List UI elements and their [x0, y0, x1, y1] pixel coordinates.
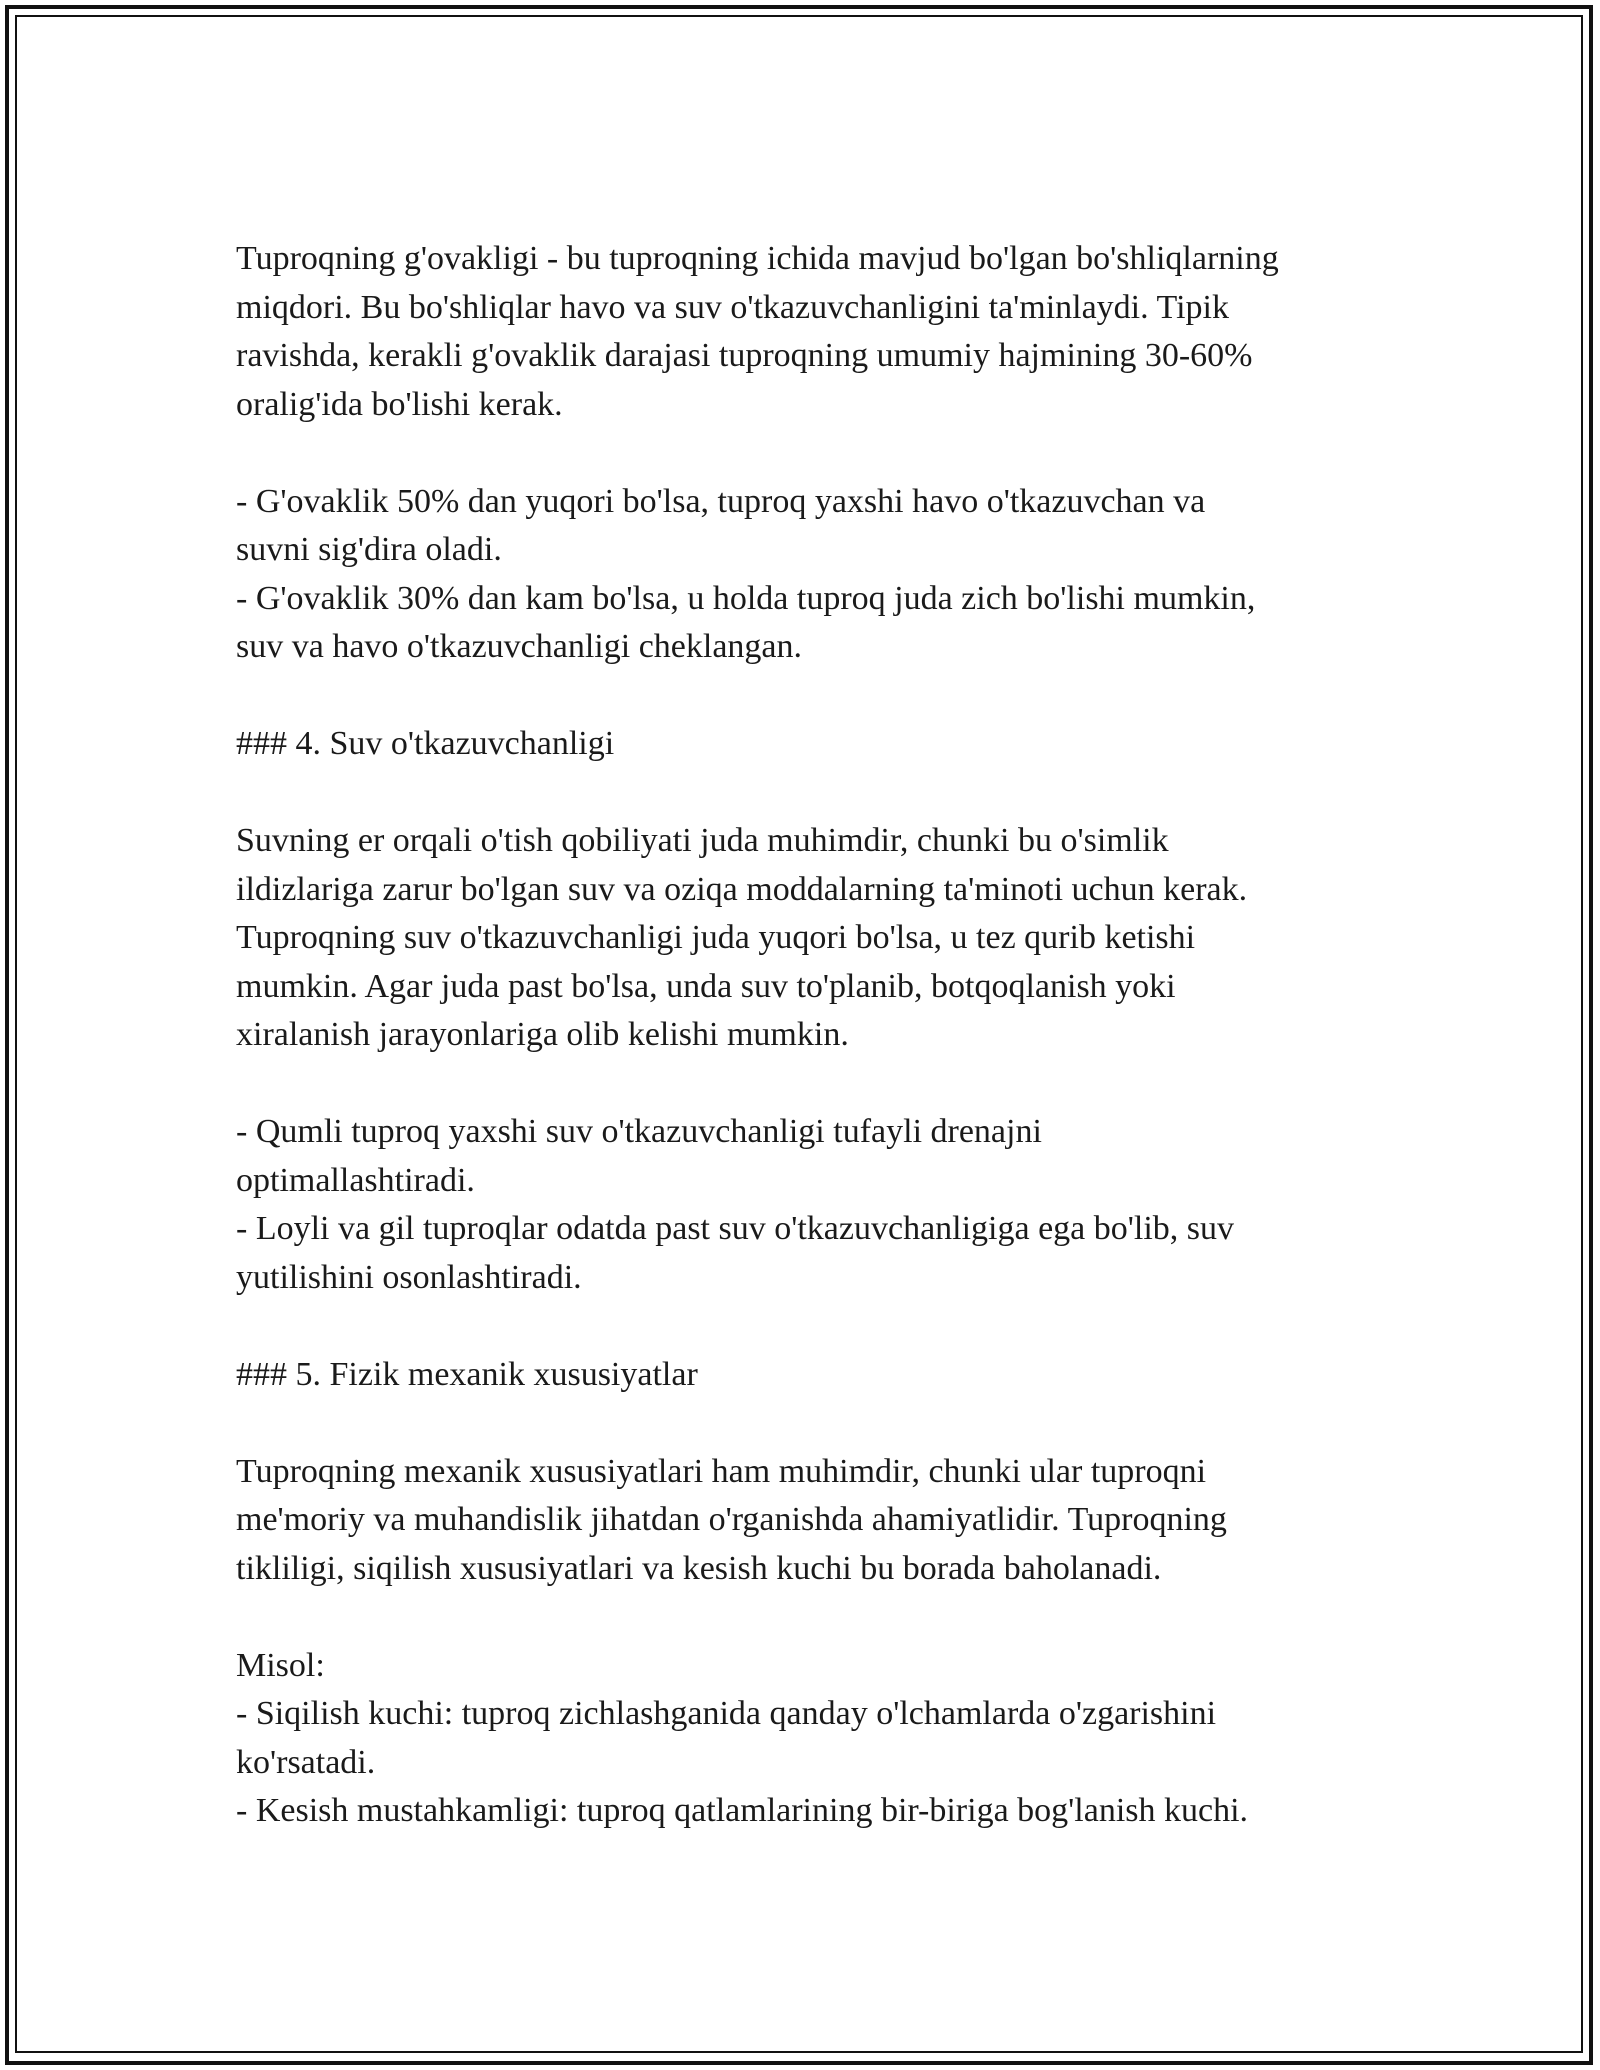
text-line: xiralanish jarayonlariga olib kelishi mumkin.: [236, 1016, 849, 1053]
text-line: mumkin. Agar juda past bo'lsa, unda suv to'planib, botqoqlanish yoki: [236, 967, 1176, 1005]
paragraph-porosity-intro: [236, 235, 1396, 429]
list-item-line: - Loyli va gil tuproqlar odatda past suv o'tkazuvchanligiga ega bo'lib, suv: [236, 1210, 1235, 1247]
text-line: Tuproqning mexanik xususiyatlari ham muhimdir, chunki ular tuproqni: [236, 1452, 1207, 1490]
text-line: ravishda, kerakli g'ovaklik darajasi tuproqning umumiy hajmining 30-60%: [236, 337, 1253, 374]
paragraph-spacer: [236, 1399, 1396, 1448]
paragraph-spacer: [236, 429, 1396, 478]
paragraph-spacer: [236, 1060, 1396, 1109]
text-line: Suvning er orqali o'tish qobiliyati juda muhimdir, chunki bu o'simlik: [236, 822, 1169, 859]
list-item-line: suv va havo o'tkazuvchanligi cheklangan.: [236, 628, 802, 665]
list-item-line: - G'ovaklik 50% dan yuqori bo'lsa, tuproq yaxshi havo o'tkazuvchan va: [236, 482, 1206, 520]
paragraph-spacer: [236, 1593, 1396, 1642]
heading-text: ### 4. Suv o'tkazuvchanligi: [236, 725, 615, 762]
paragraph-spacer: [236, 769, 1396, 818]
heading-text: ### 5. Fizik mexanik xususiyatlar: [236, 1355, 698, 1393]
paragraph-spacer: [236, 1302, 1396, 1351]
list-item-line: optimallashtiradi.: [236, 1161, 475, 1199]
list-example: [236, 1642, 1396, 1836]
list-item-line: - Siqilish kuchi: tuproq zichlashganida qanday o'lchamlarda o'zgarishini: [236, 1695, 1217, 1732]
paragraph-water-permeability: [236, 817, 1396, 1060]
text-line: oralig'ida bo'lishi kerak.: [236, 385, 563, 423]
list-item-line: - Qumli tuproq yaxshi suv o'tkazuvchanligi tufayli drenajni: [236, 1113, 1042, 1150]
text-line: tikliligi, siqilish xususiyatlari va kesish kuchi bu borada baholanadi.: [236, 1549, 1162, 1587]
list-permeability: [236, 1108, 1396, 1302]
text-line: Tuproqning g'ovakligi - bu tuproqning ichida mavjud bo'lgan bo'shliqlarning: [236, 240, 1279, 277]
list-item-line: ko'rsatadi.: [236, 1743, 376, 1781]
document-body: [236, 235, 1396, 1836]
text-line: miqdori. Bu bo'shliqlar havo va suv o'tkazuvchanligini ta'minlaydi. Tipik: [236, 288, 1229, 326]
list-porosity: [236, 478, 1396, 672]
paragraph-spacer: [236, 672, 1396, 721]
text-line: me'moriy va muhandislik jihatdan o'rganishda ahamiyatlidir. Tuproqning: [236, 1501, 1227, 1538]
section-heading-5: [236, 1351, 1396, 1400]
list-item-line: suvni sig'dira oladi.: [236, 531, 502, 568]
paragraph-mechanical-properties: [236, 1448, 1396, 1594]
section-heading-4: [236, 720, 1396, 769]
text-line: Tuproqning suv o'tkazuvchanligi juda yuqori bo'lsa, u tez qurib ketishi: [236, 919, 1196, 956]
list-item-line: - Kesish mustahkamligi: tuproq qatlamlarining bir-biriga bog'lanish kuchi.: [236, 1792, 1249, 1829]
text-line: ildizlariga zarur bo'lgan suv va oziqa moddalarning ta'minoti uchun kerak.: [236, 870, 1248, 908]
list-item-line: yutilishini osonlashtiradi.: [236, 1258, 582, 1296]
list-item-line: - G'ovaklik 30% dan kam bo'lsa, u holda tuproq juda zich bo'lishi mumkin,: [236, 579, 1256, 617]
list-label-line: Misol:: [236, 1646, 325, 1684]
